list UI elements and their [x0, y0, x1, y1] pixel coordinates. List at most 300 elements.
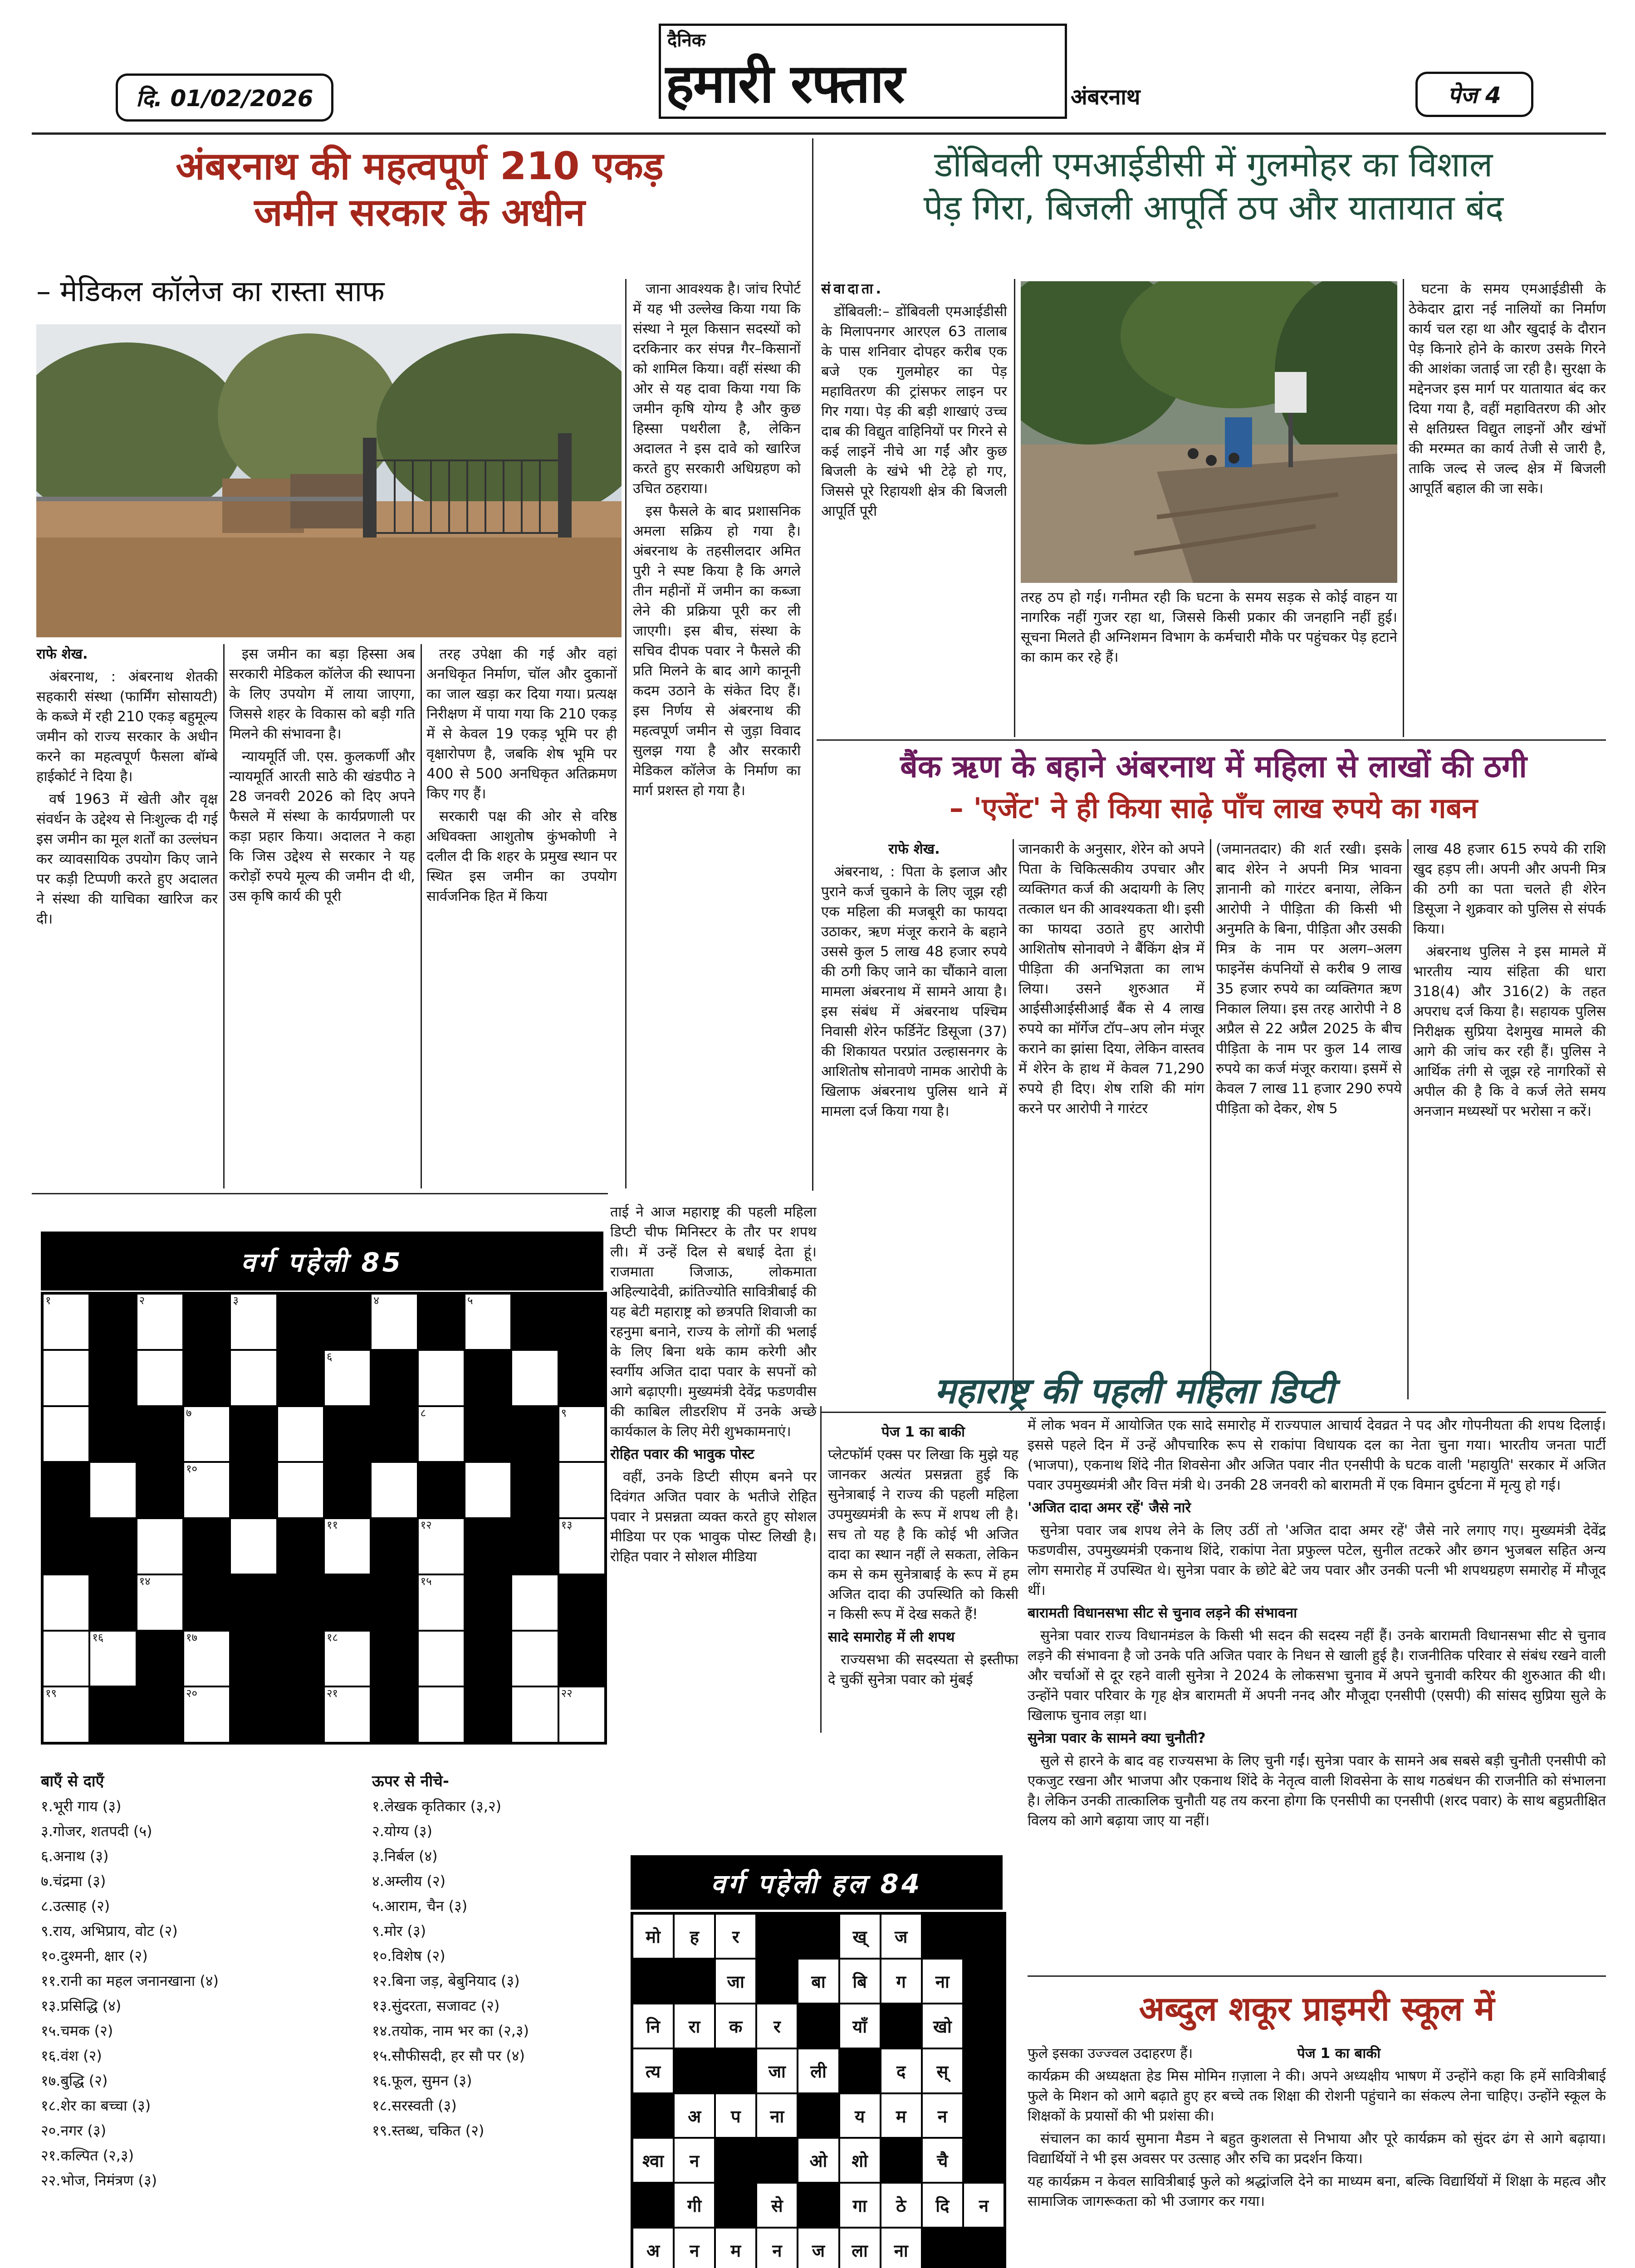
crossword85-cell[interactable] — [418, 1574, 465, 1631]
crossword84-cell — [839, 1959, 881, 2004]
down-clue: १९.स्तब्ध, चकित (२) — [372, 2122, 485, 2139]
crossword85-cell[interactable] — [183, 1686, 230, 1743]
school-headline: अब्दुल शकूर प्राइमरी स्कूल में — [1139, 1989, 1495, 2028]
crossword85-cell — [137, 1686, 183, 1743]
crossword85-cell[interactable] — [418, 1686, 465, 1743]
down-clue: १६.फूल, सुमन (३) — [372, 2072, 472, 2089]
crossword84-cell — [674, 1959, 715, 2004]
column-rule — [1014, 279, 1015, 737]
crossword84-cell — [963, 2004, 1004, 2048]
across-clue: १०.दुश्मनी, क्षार (२) — [41, 1947, 148, 1965]
crossword84-cell — [756, 2138, 798, 2183]
school-body — [1028, 2043, 1606, 2268]
crossword84-cell — [798, 2004, 839, 2048]
crossword84-cell — [798, 2183, 839, 2228]
crossword84-cell — [632, 2093, 674, 2138]
crossword84-cell — [922, 2138, 963, 2183]
crossword85-cell[interactable] — [465, 1462, 511, 1518]
crossword84-cell — [674, 2004, 715, 2048]
crossword85-cell[interactable] — [324, 1686, 371, 1743]
crossword85-title: वर्ग पहेली 85 — [41, 1232, 603, 1290]
crossword85-cell — [324, 1406, 371, 1462]
crossword84-cell — [798, 2138, 839, 2183]
crossword85-cell[interactable] — [371, 1462, 417, 1518]
down-clue: १५.सौफीसदी, हर सौ पर (४) — [372, 2047, 525, 2064]
crossword85-cell[interactable] — [324, 1350, 371, 1406]
school-para: कार्यक्रम की अध्यक्षता हेड मिस मोमिन ग़ज़ाला ने की। अपने अध्यक्षीय भाषण में उन्होंने कहा कि हमें सावित्रीबाई फुले के मिशन को आगे बढ़ाते हुए हर बच्चे तक शिक्षा की रोशनी पहुंचाने का संकल्प लेना चाहिए। उन्होंने स्कूल के शिक्षकों के प्रयासों की भी प्रशंसा की। — [1028, 2068, 1606, 2124]
deputy-para: वहीं, उनके डिप्टी सीएम बनने पर दिवंगत अजित पवार के भतीजे रोहित पवार ने प्रसन्नता व्यक्त करते हुए सोशल मीडिया पर एक भावुक पोस्ट लिखी है। रोहित पवार ने सोशल मीडिया — [610, 1469, 817, 1565]
crossword84-cell — [632, 2048, 674, 2093]
fraud-para: (जमानतदार) की शर्त रखी। इसके बाद शेरेन ने अपनी मित्र भावना ज्ञानानी को गारंटर बनाया, लेकिन आरोपी ने पीड़िता की किसी भी अनुमति के बिना, पीड़िता और उसकी मित्र के नाम पर अलग–अलग फाइनेंस कंपनियों से करीब 9 लाख 35 हजार रुपये का व्यक्तिगत ऋण निकाल लिया। इस तरह आरोपी ने 8 अप्रैल से 22 अप्रैल 2025 के बीच पीड़िता के नाम पर कुल 14 लाख रुपये का कर्ज मंजूर कराया। इसमें से केवल 7 लाख 11 हजार 290 रुपये पीड़िता को देकर, शेष 5 — [1216, 841, 1402, 1117]
crossword85-cell — [230, 1686, 277, 1743]
column-rule — [820, 1406, 822, 1733]
fraud-para: लाख 48 हजार 615 रुपये की राशि खुद हड़प ली। अपनी और अपनी मित्र की ठगी का पता चलते ही शेरेन डिसूजा ने शुक्रवार को पुलिस से संपर्क किया। — [1413, 841, 1606, 937]
school-lead: फुले इसका उज्ज्वल उदाहरण हैं। — [1028, 2045, 1193, 2062]
across-clue: ३.गोजर, शतपदी (५) — [41, 1823, 152, 1840]
crossword85-cell-number: २० — [186, 1687, 197, 1700]
crossword85-cell[interactable] — [137, 1518, 183, 1574]
crossword84-cell — [963, 2228, 1004, 2268]
deputy-subhead: रोहित पवार की भावुक पोस्ट — [610, 1446, 754, 1462]
crossword85-cell[interactable] — [324, 1631, 371, 1687]
crossword84-letter: नि — [646, 2016, 661, 2037]
crossword85-cell — [277, 1631, 324, 1687]
crossword84-cell — [881, 2183, 922, 2228]
fraud-para: अंबरनाथ, : पिता के इलाज और पुराने कर्ज चुकाने के लिए जूझ रही एक महिला की मजबूरी का फायदा उठाकर, ऋण मंजूर कराने के बहाने उससे कुल 5 लाख 48 हजार रुपये की ठगी किए जाने का चौंकाने वाला मामला अंबरनाथ में सामने आया है। इस संबंध में अंबरनाथ पश्चिम निवासी शेरेन फर्डिनेंट डिसूजा (37) की शिकायत परप्रांत उल्हासनगर के आशितोष सोनावणे नामक आरोपी के खिलाफ अंबरनाथ पुलिस थाने में मामला दर्ज किया गया है। — [821, 864, 1007, 1119]
crossword85-cell[interactable] — [324, 1518, 371, 1574]
crossword84-letter: प — [730, 2106, 741, 2126]
land-byline: राफे शेख. — [36, 646, 88, 662]
deputy-para: ताई ने आज महाराष्ट्र की पहली महिला डिप्टी चीफ मिनिस्टर के तौर पर शपथ ली। में उन्हें दिल से बधाई देता हूं। राजमाता जिजाऊ, लोकमाता अहिल्यादेवी, क्रांतिज्योति सावित्रीबाई की यह बेटी महाराष्ट्र को छत्रपति शिवाजी का रहनुमा बनाने, राज्य के लोगों की भलाई के लिए बिना थके काम करेगी और स्वर्गीय अजित दादा पवार के सपनों को आगे बढ़ाएगी। मुख्यमंत्री देवेंद्र फडणवीस की काबिल लीडरशिप में उनके अच्छे कार्यकाल के लिए मेरी शुभकामनाएं। — [610, 1204, 817, 1440]
crossword84-cell — [798, 1914, 839, 1959]
crossword85-cell — [324, 1574, 371, 1631]
crossword84-letter: ज — [895, 1927, 908, 1947]
crossword85-cell[interactable] — [43, 1406, 89, 1462]
down-clue: १३.सुंदरता, सजावट (२) — [372, 1997, 500, 2014]
crossword84-letter: जा — [727, 1971, 744, 1992]
crossword84-cell — [922, 2093, 963, 2138]
crossword85-cell[interactable] — [511, 1350, 558, 1406]
crossword84-letter: य — [855, 2106, 865, 2126]
crossword85-cell-number: १९ — [45, 1687, 57, 1700]
crossword84-letter: ज — [812, 2241, 825, 2261]
school-continued: पेज 1 का बाकी — [1297, 2045, 1381, 2062]
deputy-para: राज्यसभा की सदस्यता से इस्तीफा दे चुकीं सुनेत्रा पवार को मुंबई — [828, 1652, 1018, 1688]
deputy-subhead: बारामती विधानसभा सीट से चुनाव लड़ने की संभावना — [1028, 1605, 1297, 1621]
crossword85-cell — [277, 1574, 324, 1631]
crossword84-letter: ओ — [809, 2151, 827, 2171]
crossword85-cell — [465, 1574, 511, 1631]
crossword85-cell — [43, 1518, 89, 1574]
crossword85-cell[interactable] — [558, 1686, 605, 1743]
crossword85-cell — [277, 1686, 324, 1743]
crossword85-cell[interactable] — [465, 1294, 511, 1350]
crossword84-cell — [632, 2004, 674, 2048]
crossword84-cell — [632, 2183, 674, 2228]
section-rule — [817, 739, 1606, 741]
land-para: जाना आवश्यक है। जांच रिपोर्ट में यह भी उल्लेख किया गया कि संस्था ने मूल किसान सदस्यों को दरकिनार कर संपन्न गैर–किसानों को शामिल किया। वहीं संस्था की ओर से यह दावा किया गया कि जमीन कृषि योग्य है और कुछ हिस्सा पथरीला है, लेकिन अदालत ने इस दावे को खारिज करते हुए सरकारी अधिग्रहण को उचित ठहराया। — [633, 281, 801, 497]
down-clue: १२.बिना जड़, बेबुनियाद (३) — [372, 1972, 520, 1989]
across-clue: २२.भोज, निमंत्रण (३) — [41, 2172, 157, 2189]
down-clue: ३.निर्बल (४) — [372, 1848, 438, 1865]
crossword84-cell — [881, 2228, 922, 2268]
crossword85-cell — [558, 1350, 605, 1406]
land-col1 — [36, 644, 218, 1188]
crossword84-letter: त्य — [646, 2061, 661, 2082]
across-clue: ७.चंद्रमा (३) — [41, 1872, 106, 1890]
crossword85-cell — [371, 1518, 417, 1574]
crossword85-grid[interactable] — [41, 1292, 607, 1745]
crossword85-cell-number: १० — [186, 1462, 197, 1476]
crossword85-cell — [371, 1350, 417, 1406]
crossword85-cell[interactable] — [43, 1631, 89, 1687]
crossword85-cell — [511, 1406, 558, 1462]
crossword84-cell — [674, 2048, 715, 2093]
across-clue: २१.कल्पित (२,३) — [41, 2147, 134, 2164]
crossword85-cell[interactable] — [558, 1406, 605, 1462]
crossword84-cell — [674, 1914, 715, 1959]
crossword85-cell — [277, 1518, 324, 1574]
crossword85-cell — [230, 1462, 277, 1518]
crossword85-cell[interactable] — [511, 1686, 558, 1743]
crossword85-cell[interactable] — [230, 1518, 277, 1574]
crossword85-cell — [277, 1350, 324, 1406]
deputy-subhead: 'अजित दादा अमर रहें' जैसे नारे — [1028, 1500, 1191, 1516]
crossword84-cell — [839, 2004, 881, 2048]
crossword85-cell-number: ४ — [373, 1294, 379, 1307]
crossword84-cell — [756, 2183, 798, 2228]
crossword85-cell-number: १५ — [420, 1574, 432, 1588]
land-headline-line1: अंबरनाथ की महत्वपूर्ण 210 एकड़ — [176, 144, 664, 188]
crossword84-cell — [839, 2093, 881, 2138]
down-clue: ५.आराम, चैन (३) — [372, 1897, 468, 1915]
across-clue: ९.राय, अभिप्राय, वोट (२) — [41, 1922, 178, 1940]
column-rule — [1407, 839, 1409, 1399]
crossword84-letter: याँ — [852, 2016, 867, 2037]
crossword85-cell — [465, 1406, 511, 1462]
crossword84-cell — [839, 2048, 881, 2093]
column-rule — [421, 644, 422, 1188]
across-heading: बाएँ से दाएँ — [41, 1772, 104, 1790]
crossword84-cell — [881, 2048, 922, 2093]
section-rule — [32, 1193, 608, 1194]
land-subheadline: – मेडिकल कॉलेज का रास्ता साफ — [36, 275, 385, 308]
crossword84-letter: गा — [852, 2196, 867, 2216]
crossword85-cell — [230, 1631, 277, 1687]
down-clue: १.लेखक कृतिकार (३,२) — [372, 1798, 502, 1815]
deputy-para: प्लेटफॉर्म एक्स पर लिखा कि मुझे यह जानकर अत्यंत प्रसन्नता हुई कि सुनेत्राबाई ने राज्य की पहली महिला उपमुख्यमंत्री के रूप में शपथ ली है। सच तो यह है कि कोई भी अजित दादा का स्थान नहीं ले सकता, लेकिन कम से कम सुनेत्राबाई के रूप में हम अजित दादा की उपस्थिति को किसी न किसी रूप में देख सकते हैं! — [828, 1447, 1018, 1623]
crossword85-cell[interactable] — [230, 1294, 277, 1350]
crossword85-cell — [89, 1406, 136, 1462]
tree-para: डोंबिवली:– डोंबिवली एमआईडीसी के मिलापनगर आरएल 63 तालाब के पास शनिवार दोपहर करीब एक बजे एक गुलमोहर का पेड़ महावितरण की ट्रांसफर लाइन पर गिर गया। पेड़ की बड़ी शाखाएं उच्च दाब की विद्युत वाहिनियों पर गिरने से कई लाइनें नीचे आ गईं और कुछ बिजली के खंभे भी टेढ़े हो गए, जिससे पूरे रिहायशी क्षेत्र की बिजली आपूर्ति पूरी — [821, 303, 1007, 519]
crossword85-cell[interactable] — [418, 1350, 465, 1406]
crossword84-cell — [963, 1914, 1004, 1959]
fraud-col1 — [821, 839, 1007, 1399]
crossword85-across — [41, 1769, 331, 2193]
crossword84-cell — [922, 2004, 963, 2048]
crossword85-cell-number: ९ — [561, 1406, 567, 1419]
crossword85-cell[interactable] — [43, 1350, 89, 1406]
crossword85-cell[interactable] — [277, 1462, 324, 1518]
section-rule — [821, 1412, 1606, 1413]
land-para: वर्ष 1963 में खेती और वृक्ष संवर्धन के उद्देश्य से निःशुल्क दी गई इस जमीन का मूल शर्तों का उल्लंघन कर व्यावसायिक उपयोग किए जाने पर कड़ी टिप्पणी करते हुए अदालत ने संस्था की याचिका खारिज कर दी। — [36, 791, 218, 927]
masthead-daily: दैनिक — [667, 30, 706, 51]
across-clue: ११.रानी का महल जनानखाना (४) — [41, 1972, 219, 1989]
crossword84-cell — [756, 2048, 798, 2093]
crossword85-cell — [277, 1294, 324, 1350]
crossword84-cell — [881, 2138, 922, 2183]
land-para: अंबरनाथ, : अंबरनाथ शेतकी सहकारी संस्था (फार्मिंग सोसायटी) के कब्जे में रही 210 एकड़ बहुमूल्य जमीन को राज्य सरकार के अधीन करने का महत्वपूर्ण फैसला बॉम्बे हाईकोर्ट ने दिया है। — [36, 669, 218, 785]
crossword85-cell[interactable] — [89, 1462, 136, 1518]
crossword84-cell — [963, 1959, 1004, 2004]
crossword84-cell — [798, 2228, 839, 2268]
crossword85-cell[interactable] — [137, 1350, 183, 1406]
crossword84-cell — [922, 2048, 963, 2093]
crossword84-letter: ली — [810, 2061, 827, 2082]
crossword84-cell — [798, 1959, 839, 2004]
masthead-rule — [32, 132, 1606, 135]
crossword84-cell — [715, 2228, 756, 2268]
land-para: तरह उपेक्षा की गई और वहां अनधिकृत निर्माण, चॉल और दुकानों का जाल खड़ा कर दिया गया। प्रत्यक्ष निरीक्षण में पाया गया कि 210 एकड़ में से केवल 19 एकड़ भूमि पर ही वृक्षारोपण है, जबकि शेष भूमि पर 400 से 500 अनधिकृत अतिक्रमण किए गए हैं। — [426, 646, 617, 802]
crossword84-letter: से — [771, 2196, 783, 2216]
crossword84-letter: र — [732, 1927, 739, 1947]
crossword84-letter: ग — [896, 1971, 906, 1992]
crossword84-letter: रा — [688, 2016, 700, 2037]
crossword85-cell-number: २ — [139, 1294, 145, 1307]
crossword85-cell — [371, 1686, 417, 1743]
crossword84-cell — [922, 1959, 963, 2004]
crossword84-letter: द — [896, 2061, 906, 2082]
deputy-subhead: सुनेत्रा पवार के सामने क्या चुनौती? — [1028, 1730, 1206, 1746]
crossword85-cell — [371, 1574, 417, 1631]
crossword85-cell[interactable] — [183, 1462, 230, 1518]
crossword84-letter: ला — [852, 2241, 868, 2261]
fraud-byline: राफे शेख. — [888, 841, 940, 857]
land-col2 — [229, 644, 415, 1188]
crossword84-cell — [881, 2004, 922, 2048]
crossword85-cell — [183, 1294, 230, 1350]
crossword85-cell — [511, 1462, 558, 1518]
crossword85-cell[interactable] — [511, 1574, 558, 1631]
crossword85-cell-number: १७ — [186, 1631, 197, 1644]
crossword85-cell[interactable] — [418, 1518, 465, 1574]
crossword84-letter: न — [979, 2196, 989, 2216]
crossword84-grid — [631, 1912, 1006, 2268]
down-clue: २.योग्य (३) — [372, 1823, 432, 1840]
crossword85-cell — [465, 1518, 511, 1574]
deputy-para: में लोक भवन में आयोजित एक सादे समारोह में राज्यपाल आचार्य देवव्रत ने पद और गोपनीयता की शपथ दिलाई। इससे पहले दिन में उन्हें औपचारिक रूप से राकांपा विधायक दल का नेता चुना गया। भारतीय जनता पार्टी (भाजपा), एकनाथ शिंदे नीत शिवसेना और अजित पवार नीत एनसीपी के घटक वाली 'महायुति' सरकार में अजित पवार उपमुख्यमंत्री और वित्त मंत्री थे। उनकी 28 जनवरी को बारामती में एक विमान दुर्घटना में मृत्यु हो गई। — [1028, 1417, 1606, 1493]
crossword85-cell — [137, 1631, 183, 1687]
fraud-col4 — [1413, 839, 1606, 1399]
crossword84-letter: ठे — [896, 2196, 906, 2216]
land-headline — [36, 143, 803, 236]
crossword84-cell — [715, 1914, 756, 1959]
crossword85-cell — [183, 1350, 230, 1406]
crossword85-cell — [465, 1350, 511, 1406]
crossword84-cell — [715, 1959, 756, 2004]
crossword84-title: वर्ग पहेली हल 84 — [631, 1855, 1003, 1910]
crossword84-letter: श्वा — [642, 2151, 664, 2171]
across-clue: २०.नगर (३) — [41, 2122, 107, 2139]
crossword85-cell[interactable] — [137, 1574, 183, 1631]
fraud-subheadline: – 'एजेंट' ने ही किया साढ़े पाँच लाख रुपये का गबन — [949, 792, 1478, 825]
crossword84-cell — [756, 2004, 798, 2048]
crossword85-cell — [465, 1686, 511, 1743]
crossword84-cell — [632, 1959, 674, 2004]
land-para: न्यायमूर्ति जी. एस. कुलकर्णी और न्यायमूर्ति आरती साठे की खंडपीठ ने 28 जनवरी 2026 को दिए अपने फैसले में संस्था के कार्यप्रणाली पर कड़ा प्रहार किया। अदालत ने कहा कि जिस उद्देश्य से सरकार ने यह करोड़ों रुपये मूल्य की जमीन दी थी, उस कृषि कार्य की पूरी — [229, 748, 415, 904]
crossword84-cell — [798, 2093, 839, 2138]
crossword85-cell[interactable] — [43, 1574, 89, 1631]
crossword85-cell — [511, 1294, 558, 1350]
crossword84-letter: ना — [770, 2106, 784, 2126]
crossword85-cell[interactable] — [418, 1406, 465, 1462]
crossword85-cell[interactable] — [137, 1294, 183, 1350]
crossword85-cell[interactable] — [43, 1294, 89, 1350]
crossword84-cell — [922, 2228, 963, 2268]
crossword85-cell[interactable] — [43, 1686, 89, 1743]
deputy-wide — [1028, 1415, 1606, 1973]
fraud-para: अंबरनाथ पुलिस ने इस मामले में भारतीय न्याय संहिता की धारा 318(4) और 316(2) के तहत अपराध दर्ज किया है। सहायक पुलिस निरीक्षक सुप्रिया देशमुख मामले की आगे की जांच कर रही हैं। पुलिस ने आर्थिक तंगी से जूझ रहे नागरिकों से अपील की है कि वे कर्ज लेते समय अनजान मध्यस्थों पर भरोसा न करें। — [1413, 943, 1606, 1119]
tree-under-photo — [1021, 587, 1397, 737]
land-col3 — [426, 644, 617, 1188]
deputy-para: सुनेत्रा पवार राज्य विधानमंडल के किसी भी सदन की सदस्य नहीं हैं। उनके बारामती विधानसभा सीट से चुनाव लड़ने की संभावना है जो उनके पति अजित पवार के निधन से खाली हुई है। राजनीतिक परिवार से संबंध रखने वाली और चर्चाओं से दूर रहने वाली सुनेत्रा ने 2024 के लोकसभा चुनाव में अपने चुनावी करियर की शुरुआत की थी। उन्होंने पवार परिवार के गृह क्षेत्र बारामती में अपनी ननद और मौजूदा एनसीपी (एसपी) की सांसद सुप्रिया सुले के खिलाफ चुनाव लड़ा था। — [1028, 1628, 1606, 1724]
crossword84-letter: न — [937, 2106, 947, 2126]
crossword85-cell — [89, 1350, 136, 1406]
across-clue: ६.अनाथ (३) — [41, 1848, 109, 1865]
column-rule — [1013, 839, 1014, 1399]
crossword84-letter: स् — [936, 2061, 949, 2082]
crossword85-cell[interactable] — [371, 1294, 417, 1350]
deputy-subhead: सादे समारोह में ली शपथ — [828, 1629, 955, 1645]
crossword84-cell — [756, 2228, 798, 2268]
crossword84-cell — [839, 2228, 881, 2268]
crossword85-cell — [324, 1462, 371, 1518]
crossword85-cell-number: १ — [45, 1294, 51, 1307]
crossword84-cell — [839, 2138, 881, 2183]
crossword84-cell — [715, 2183, 756, 2228]
crossword84-cell — [756, 2093, 798, 2138]
crossword85-cell — [137, 1406, 183, 1462]
school-para: संचालन का कार्य सुमाना मैडम ने बहुत कुशलता से निभाया और पूरे कार्यक्रम को सुंदर ढंग से आगे बढ़ाया। विद्यार्थियों ने भी इस अवसर पर उत्साह और रुचि का प्रदर्शन किया। — [1028, 2131, 1606, 2167]
page-number: पेज 4 — [1415, 72, 1533, 117]
down-clue: ४.अम्लीय (२) — [372, 1872, 446, 1890]
crossword84-letter: खो — [933, 2016, 952, 2037]
deputy-para: सुनेत्रा पवार जब शपथ लेने के लिए उठीं तो 'अजित दादा अमर रहें' जैसे नारे लगाए गए। मुख्यमंत्री देवेंद्र फडणवीस, उपमुख्यमंत्री एकनाथ शिंदे, राकांपा नेता प्रफुल्ल पटेल, सुनील तटकरे और छगन भुजबल सहित अन्य लोग समारोह में उपस्थित थे। सुनेत्रा पवार के छोटे बेटे जय पवार और उनकी पत्नी भी शपथग्रहण समारोह में मौजूद थीं। — [1028, 1522, 1606, 1598]
land-headline-line2: जमीन सरकार के अधीन — [254, 190, 585, 235]
crossword84-cell — [963, 2183, 1004, 2228]
crossword85-cell — [371, 1631, 417, 1687]
crossword84-cell — [715, 2138, 756, 2183]
crossword85-cell-number: ११ — [327, 1519, 338, 1531]
land-photo — [36, 324, 622, 637]
crossword84-cell — [674, 2138, 715, 2183]
crossword84-cell — [756, 1914, 798, 1959]
crossword85-cell[interactable] — [277, 1406, 324, 1462]
school-para: यह कार्यक्रम न केवल सावित्रीबाई फुले को श्रद्धांजलि देने का माध्यम बना, बल्कि विद्यार्थियों में शिक्षा के महत्व और सामाजिक जागरूकता को भी उजागर कर गया। — [1028, 2173, 1606, 2209]
crossword84-letter: ना — [894, 2241, 908, 2261]
crossword85-cell — [89, 1294, 136, 1350]
crossword84-cell — [798, 2048, 839, 2093]
crossword85-cell[interactable] — [558, 1518, 605, 1574]
crossword84-letter: शो — [852, 2151, 868, 2171]
column-rule — [1210, 839, 1211, 1399]
crossword85-cell — [511, 1518, 558, 1574]
crossword85-cell — [324, 1294, 371, 1350]
crossword84-cell — [922, 1914, 963, 1959]
crossword84-cell — [839, 1914, 881, 1959]
crossword84-letter: म — [896, 2106, 906, 2126]
edition-name: अंबरनाथ — [1071, 84, 1141, 110]
fraud-headline: बैंक ऋण के बहाने अंबरनाथ में महिला से लाखों की ठगी — [900, 749, 1527, 785]
crossword85-cell[interactable] — [558, 1462, 605, 1518]
crossword85-cell — [230, 1574, 277, 1631]
crossword84-letter: न — [690, 2241, 700, 2261]
across-clue: ८.उत्साह (२) — [41, 1897, 110, 1915]
crossword84-cell — [715, 2093, 756, 2138]
crossword85-cell[interactable] — [230, 1350, 277, 1406]
crossword84-letter: दि — [935, 2196, 950, 2216]
crossword84-cell — [715, 2048, 756, 2093]
crossword85-cell[interactable] — [89, 1631, 136, 1687]
down-clue: १८.सरस्वती (३) — [372, 2097, 457, 2114]
crossword84-cell — [963, 2048, 1004, 2093]
crossword85-cell — [89, 1686, 136, 1743]
crossword85-cell-number: १८ — [327, 1631, 338, 1644]
column-rule — [223, 644, 225, 1188]
crossword84-letter: जा — [768, 2061, 786, 2082]
crossword85-cell[interactable] — [511, 1631, 558, 1687]
crossword85-cell — [230, 1406, 277, 1462]
tree-photo — [1021, 281, 1397, 583]
crossword84-letter: चै — [937, 2151, 948, 2171]
crossword84-letter: ना — [935, 1971, 950, 1992]
crossword85-cell — [558, 1294, 605, 1350]
tree-para: घटना के समय एमआईडीसी के ठेकेदार द्वारा नई नालियों का निर्माण कार्य चल रहा था और खुदाई के दौरान पेड़ किनारे होने के कारण उसके गिरने की आशंका जताई जा रही है। सुरक्षा के मद्देनजर इस मार्ग पर यातायात बंद कर दिया गया है, वहीं महावितरण की ओर से क्षतिग्रस्त विद्युत लाइनों और खंभों की मरम्मत का कार्य तेजी से जारी है, ताकि जल्द से जल्द क्षेत्र में बिजली आपूर्ति बहाल की जा सके। — [1409, 281, 1606, 497]
crossword84-letter: ख् — [852, 1927, 867, 1947]
deputy-left-col2 — [828, 1422, 1018, 1730]
crossword85-cell[interactable] — [418, 1631, 465, 1687]
across-clue: १.भूरी गाय (३) — [41, 1798, 122, 1815]
tree-para: तरह ठप हो गई। गनीमत रही कि घटना के समय सड़क से कोई वाहन या नागरिक नहीं गुजर रहा था, जिससे किसी प्रकार की जनहानि नहीं हुई। सूचना मिलते ही अग्निशमन विभाग के कर्मचारी मौके पर पहुंचकर पेड़ हटाने का काम कर रहे हैं। — [1021, 589, 1397, 665]
crossword85-cell — [137, 1462, 183, 1518]
down-clue: १०.विशेष (२) — [372, 1947, 445, 1965]
crossword84-cell — [922, 2183, 963, 2228]
across-clue: १३.प्रसिद्धि (४) — [41, 1997, 122, 2014]
crossword84-cell — [963, 2138, 1004, 2183]
crossword84-letter: क — [729, 2016, 743, 2037]
crossword85-cell — [89, 1518, 136, 1574]
section-rule — [812, 138, 813, 1191]
crossword84-cell — [881, 1959, 922, 2004]
across-clue: १६.वंश (२) — [41, 2047, 102, 2064]
tree-headline-line2: पेड़ गिरा, बिजली आपूर्ति ठप और यातायात बंद — [923, 187, 1504, 228]
down-heading: ऊपर से नीचे- — [372, 1772, 449, 1790]
crossword85-cell — [465, 1631, 511, 1687]
crossword84-cell — [632, 2228, 674, 2268]
down-clue: १४.तयोक, नाम भर का (२,३) — [372, 2022, 529, 2039]
crossword85-cell[interactable] — [183, 1631, 230, 1687]
crossword84-cell — [839, 2183, 881, 2228]
crossword85-cell-number: १४ — [139, 1574, 151, 1588]
crossword85-cell-number: २२ — [561, 1687, 573, 1700]
crossword84-cell — [632, 1914, 674, 1959]
tree-col1 — [821, 279, 1007, 733]
school-lead-row — [1028, 2043, 1606, 2063]
crossword85-cell — [418, 1294, 465, 1350]
tree-byline: संवादाता. — [821, 281, 884, 297]
masthead-name: हमारी रफ्तार — [666, 52, 904, 115]
crossword85-cell[interactable] — [183, 1406, 230, 1462]
